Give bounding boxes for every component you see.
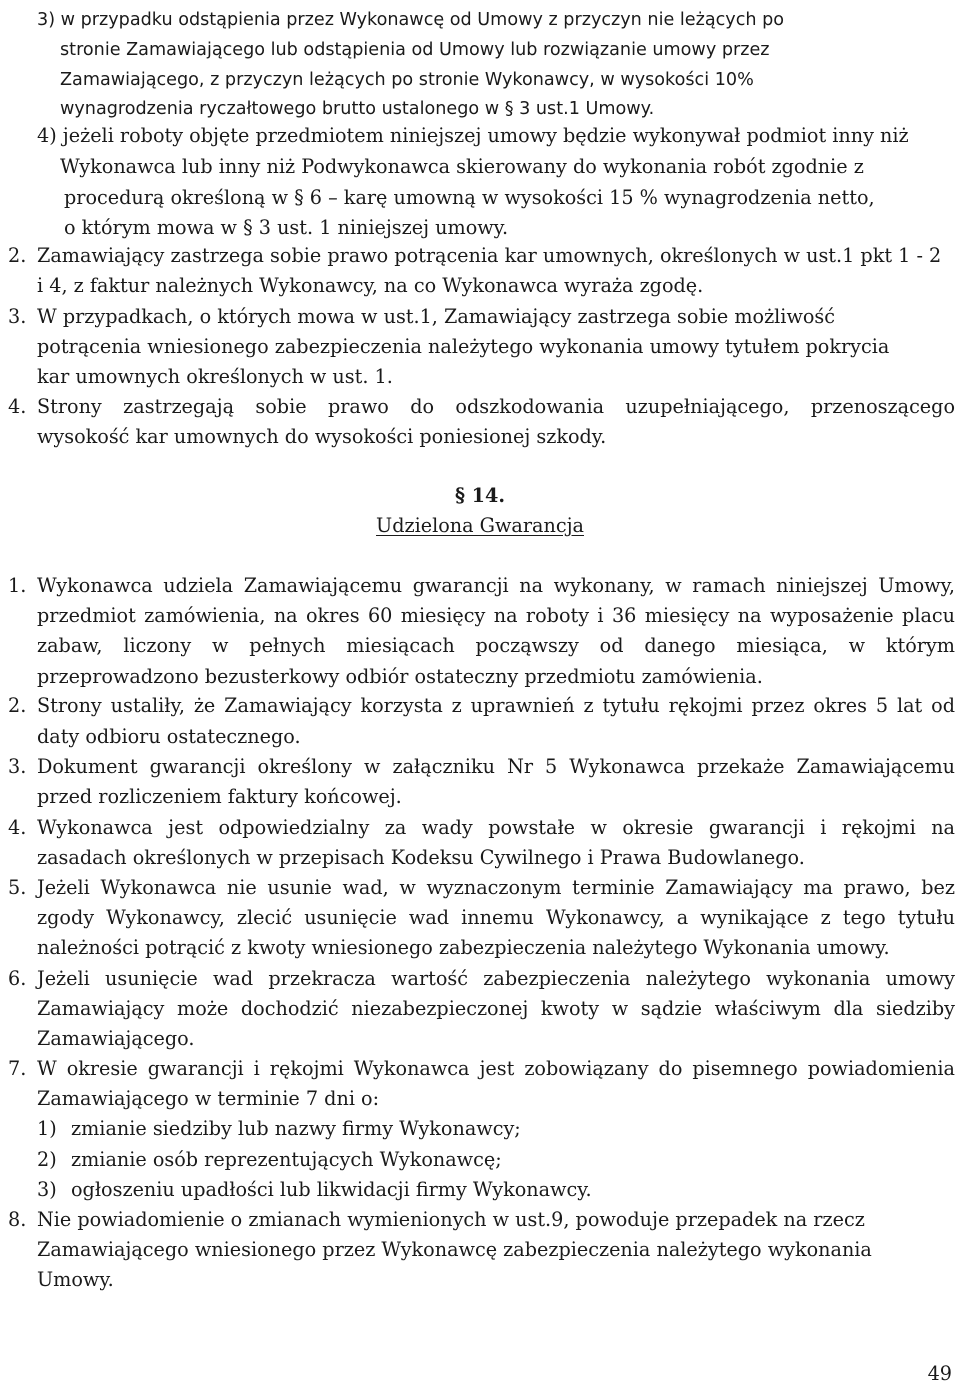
- paragraph-line: o którym mowa w § 3 ust. 1 niniejszej umowy.: [64, 216, 509, 239]
- paragraph-line: Wykonawca jest odpowiedzialny za wady powstałe w okresie gwarancji i rękojmi na: [37, 816, 955, 839]
- paragraph-line: wynagrodzenia ryczałtowego brutto ustalonego w § 3 ust.1 Umowy.: [60, 99, 655, 119]
- paragraph-line: wysokość kar umownych do wysokości poniesionej szkody.: [37, 425, 607, 448]
- paragraph-line: potrącenia wniesionego zabezpieczenia należytego wykonania umowy tytułem pokrycia: [37, 335, 890, 358]
- paragraph-line: Zamawiającego wniesionego przez Wykonawcę zabezpieczenia należytego wykonania: [37, 1238, 872, 1261]
- paragraph-line: Dokument gwarancji określony w załączniku Nr 5 Wykonawca przekaże Zamawiającemu: [37, 755, 955, 778]
- paragraph-line: daty odbioru ostatecznego.: [37, 725, 301, 748]
- paragraph-line: Jeżeli usunięcie wad przekracza wartość zabezpieczenia należytego wykonania umowy: [37, 967, 955, 990]
- paragraph-line: Zamawiający może dochodzić niezabezpieczonej kwoty w sądzie właściwym dla siedziby: [37, 997, 955, 1020]
- paragraph-line: przeprowadzono bezusterkowy odbiór ostateczny przedmiotu zamówienia.: [37, 665, 763, 688]
- paragraph-line: Strony zastrzegają sobie prawo do odszkodowania uzupełniającego, przenoszącego: [37, 395, 955, 418]
- paragraph-line: 4) jeżeli roboty objęte przedmiotem niniejszej umowy będzie wykonywał podmiot inny niż: [37, 124, 909, 147]
- item-number: 3.: [8, 305, 27, 328]
- page-number: 49: [927, 1362, 952, 1385]
- paragraph-line: Zamawiającego.: [37, 1027, 195, 1050]
- paragraph-line: 3) w przypadku odstąpienia przez Wykonawcę od Umowy z przyczyn nie leżących po: [37, 10, 785, 30]
- paragraph-line: Jeżeli Wykonawca nie usunie wad, w wyznaczonym terminie Zamawiający ma prawo, bez: [37, 876, 955, 899]
- section-title-text: Udzielona Gwarancja: [376, 514, 584, 537]
- paragraph-line: W przypadkach, o których mowa w ust.1, Zamawiający zastrzega sobie możliwość: [37, 305, 836, 328]
- item-number: 1.: [8, 574, 27, 597]
- paragraph-line: i 4, z faktur należnych Wykonawcy, na co Wykonawca wyraża zgodę.: [37, 274, 704, 297]
- paragraph-line: kar umownych określonych w ust. 1.: [37, 365, 393, 388]
- item-number: 2.: [8, 244, 27, 267]
- paragraph-line: Umowy.: [37, 1268, 114, 1291]
- paragraph-line: Zamawiający zastrzega sobie prawo potrącenia kar umownych, określonych w ust.1 pkt 1 - 2: [37, 244, 942, 267]
- subitem-text: ogłoszeniu upadłości lub likwidacji firmy Wykonawcy.: [71, 1178, 592, 1201]
- paragraph-line: zgody Wykonawcy, zlecić usunięcie wad innemu Wykonawcy, a wynikające z tego tytułu: [37, 906, 955, 929]
- paragraph-line: zabaw, liczony w pełnych miesiącach począwszy od danego miesiąca, w którym: [37, 634, 955, 657]
- section-number: § 14.: [454, 484, 506, 507]
- paragraph-line: W okresie gwarancji i rękojmi Wykonawca jest zobowiązany do pisemnego powiadomienia: [37, 1057, 955, 1080]
- paragraph-line: Strony ustaliły, że Zamawiający korzysta z uprawnień z tytułu rękojmi przez okres 5 lat od: [37, 694, 955, 717]
- item-number: 8.: [8, 1208, 27, 1231]
- item-number: 2.: [8, 694, 27, 717]
- item-number: 4.: [8, 816, 27, 839]
- paragraph-line: Zamawiającego w terminie 7 dni o:: [37, 1087, 380, 1110]
- item-number: 7.: [8, 1057, 27, 1080]
- item-number: 5.: [8, 876, 27, 899]
- paragraph-line: stronie Zamawiającego lub odstąpienia od Umowy lub rozwiązanie umowy przez: [60, 40, 770, 60]
- item-number: 3.: [8, 755, 27, 778]
- subitem-number: 1): [37, 1117, 57, 1140]
- paragraph-line: Wykonawca lub inny niż Podwykonawca skierowany do wykonania robót zgodnie z: [60, 155, 864, 178]
- subitem-text: zmianie osób reprezentujących Wykonawcę;: [71, 1148, 502, 1171]
- subitem-text: zmianie siedziby lub nazwy firmy Wykonawcy;: [71, 1117, 521, 1140]
- paragraph-line: przed rozliczeniem faktury końcowej.: [37, 785, 402, 808]
- item-number: 4.: [8, 395, 27, 418]
- subitem-number: 3): [37, 1178, 57, 1201]
- paragraph-line: zasadach określonych w przepisach Kodeksu Cywilnego i Prawa Budowlanego.: [37, 846, 805, 869]
- subitem-number: 2): [37, 1148, 57, 1171]
- paragraph-line: Nie powiadomienie o zmianach wymienionych w ust.9, powoduje przepadek na rzecz: [37, 1208, 865, 1231]
- paragraph-line: Zamawiającego, z przyczyn leżących po stronie Wykonawcy, w wysokości 10%: [60, 70, 754, 90]
- paragraph-line: przedmiot zamówienia, na okres 60 miesięcy na roboty i 36 miesięcy na wyposażenie placu: [37, 604, 955, 627]
- paragraph-line: Wykonawca udziela Zamawiającemu gwarancji na wykonany, w ramach niniejszej Umowy,: [37, 574, 955, 597]
- paragraph-line: procedurą określoną w § 6 – karę umowną w wysokości 15 % wynagrodzenia netto,: [64, 186, 875, 209]
- item-number: 6.: [8, 967, 27, 990]
- paragraph-line: należności potrącić z kwoty wniesionego zabezpieczenia należytego Wykonania umowy.: [37, 936, 890, 959]
- section-title: [0, 516, 960, 535]
